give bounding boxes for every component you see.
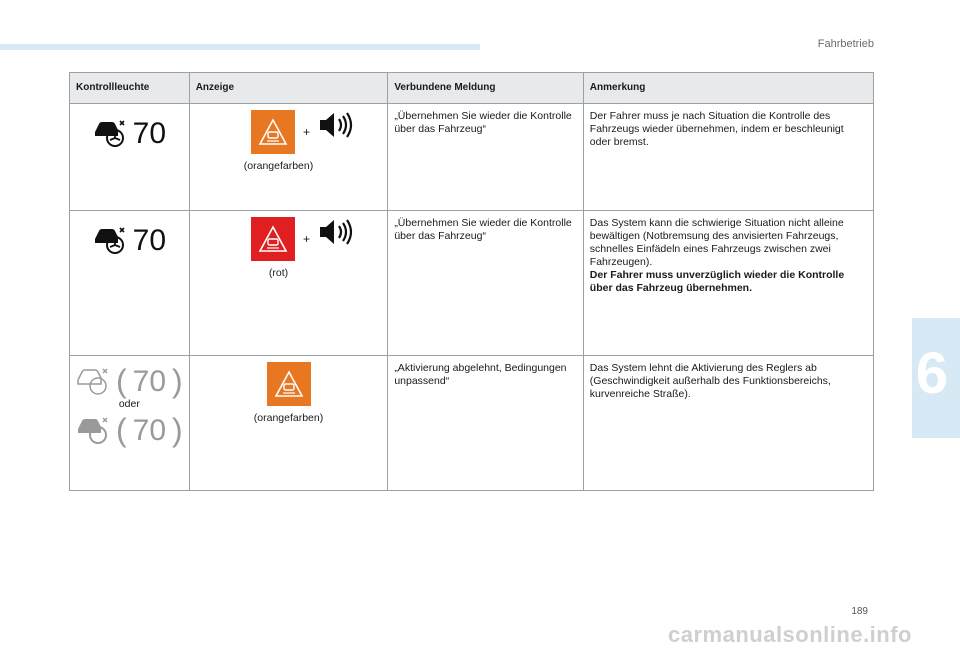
car-steering-warning-icon [93, 225, 127, 255]
plus-sign: + [302, 125, 310, 139]
car-steering-warning-icon [93, 118, 127, 148]
watermark: carmanualsonline.info [668, 622, 912, 647]
car-steering-outline-icon [76, 366, 110, 396]
section-title: Fahrbetrieb [817, 38, 874, 50]
vehicle-ahead-warning-icon [251, 110, 295, 154]
table-row [70, 104, 874, 211]
note-bold-text: Der Fahrer muss unverzüglich wieder die Kontrolle über das Fahrzeug übernehmen. [589, 269, 845, 294]
bracket-right-icon: ) [172, 362, 183, 399]
display-color-label: (orangefarben) [243, 160, 314, 172]
speaker-icon [318, 217, 356, 247]
speed-value: 70 [132, 364, 167, 398]
header-anmerkung: Anmerkung [583, 73, 873, 104]
header-anzeige: Anzeige [189, 73, 388, 104]
display-cell [189, 104, 388, 211]
message-cell: „Aktivierung abgelehnt, Bedingungen unpassend“ [388, 356, 583, 491]
car-steering-warning-icon [76, 415, 110, 445]
speed-value: 70 [132, 223, 167, 257]
note-text: Das System kann die schwierige Situation nicht alleine bewältigen (Notbremsung des anvisierten Fahrzeugs, schnelles Einfädeln eines Fahrzeugs zwischen zwei Fahrzeugen). [589, 217, 844, 268]
header-kontrollleuchte: Kontrollleuchte [70, 73, 190, 104]
header-meldung: Verbundene Meldung [388, 73, 583, 104]
table-row [70, 211, 874, 356]
header-bar [0, 44, 480, 50]
page-number: 189 [851, 606, 868, 617]
display-cell [189, 211, 388, 356]
display-color-label: (orangefarben) [253, 412, 324, 424]
speed-value: 70 [132, 413, 167, 447]
lamp-cell [70, 104, 190, 211]
vehicle-ahead-warning-icon [251, 217, 295, 261]
bracket-left-icon: ( [116, 411, 127, 448]
display-cell [189, 356, 388, 491]
message-cell: „Übernehmen Sie wieder die Kontrolle über das Fahrzeug“ [388, 211, 583, 356]
note-cell [583, 211, 873, 356]
display-color-label: (rot) [268, 267, 289, 279]
note-cell: Der Fahrer muss je nach Situation die Kontrolle des Fahrzeugs wieder übernehmen, indem er beschleunigt oder bremst. [583, 104, 873, 211]
lamp-cell [70, 211, 190, 356]
speed-value: 70 [132, 116, 167, 150]
chapter-number: 6 [915, 341, 948, 406]
vehicle-ahead-warning-icon [267, 362, 311, 406]
bracket-right-icon: ) [172, 411, 183, 448]
indicator-table [69, 72, 874, 491]
or-label: oder [118, 398, 140, 410]
plus-sign: + [302, 232, 310, 246]
table-header-row [70, 73, 874, 104]
message-cell: „Übernehmen Sie wieder die Kontrolle über das Fahrzeug“ [388, 104, 583, 211]
speaker-icon [318, 110, 356, 140]
bracket-left-icon: ( [116, 362, 127, 399]
lamp-cell [70, 356, 190, 491]
note-cell: Das System lehnt die Aktivierung des Reglers ab (Geschwindigkeit außerhalb des Funktionsbereichs, kurvenreiche Straße). [583, 356, 873, 491]
table-row [70, 356, 874, 491]
